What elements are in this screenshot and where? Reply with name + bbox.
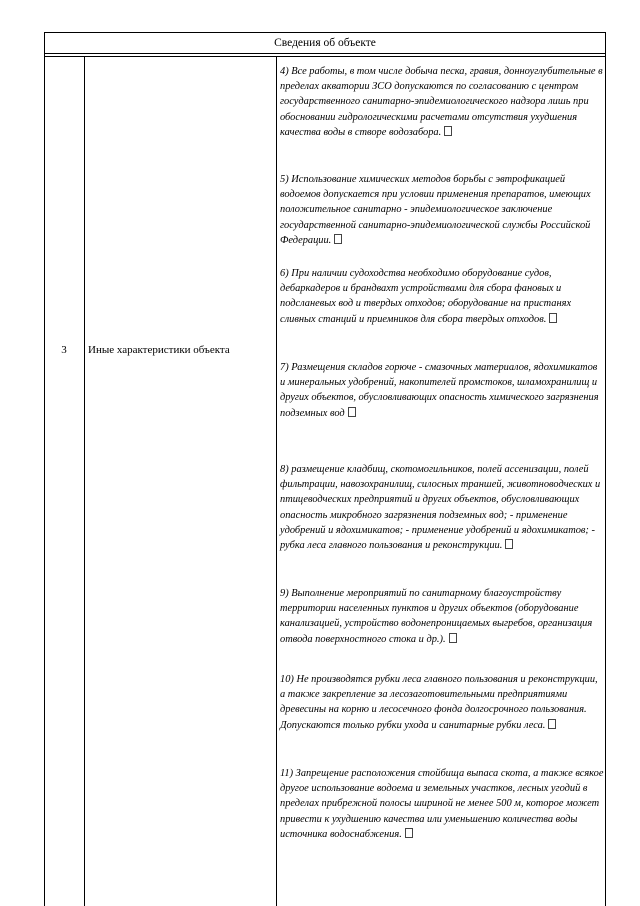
checkbox-icon bbox=[449, 633, 457, 643]
row-top-border bbox=[44, 56, 606, 57]
paragraph-9 bbox=[280, 586, 604, 647]
paragraph-4 bbox=[280, 64, 604, 140]
checkbox-icon bbox=[549, 313, 557, 323]
table-header: Сведения об объекте bbox=[274, 37, 376, 49]
checkbox-icon bbox=[505, 539, 513, 549]
paragraph-7 bbox=[280, 360, 604, 421]
paragraph-8 bbox=[280, 462, 604, 553]
paragraph-text: 8) размещение кладбищ, скотомогильников, полей ассенизации, полей фильтрации, навозохранилищ, силосных траншей, животноводческих и птицеводческих предприятий и других объектов, обусловливающих опасность микробного загрязнения подземных вод; - применение удобрений и ядохимикатов; - применение удобрений и ядохимикатов; - рубка леса главного пользования и реконструкции. bbox=[280, 464, 601, 552]
paragraph-text: 4) Все работы, в том числе добыча песка, гравия, донноуглубительные в пределах акватории ЗСО допускаются по согласованию с центром государственного санитарно-эпидемиологического надзора лишь при обосновании гидрологическими расчетами отсутствия ухудшения качества воды в створе водозабора. bbox=[280, 66, 603, 138]
checkbox-icon bbox=[548, 719, 556, 729]
paragraph-text: 9) Выполнение мероприятий по санитарному благоустройству территории населенных пунктов и других объектов (оборудование канализацией, устройство водонепроницаемых выгребов, организация отвода поверхностного стока и др.). bbox=[280, 588, 593, 645]
row-label: Иные характеристики объекта bbox=[88, 344, 230, 356]
col2-divider bbox=[276, 56, 277, 906]
paragraph-text: 10) Не производятся рубки леса главного пользования и реконструкции, а также закрепление за лесозаготовительными предприятиями древесины на корню и лесосечного фонда долгосрочного пользования. Допускаются только рубки ухода и санитарные рубки леса. bbox=[280, 674, 598, 731]
checkbox-icon bbox=[348, 407, 356, 417]
table-left-border bbox=[44, 32, 45, 906]
paragraph-text: 5) Использование химических методов борьбы с эвтрофикацией водоемов допускается при условии применения препаратов, имеющих положительное санитарно - эпидемиологическое заключение государственной санитарно-эпидемиологической службы Российской Федерации. bbox=[280, 174, 591, 246]
table-right-border bbox=[605, 32, 606, 906]
checkbox-icon bbox=[405, 828, 413, 838]
paragraph-text: 6) При наличии судоходства необходимо оборудование судов, дебаркадеров и брандвахт устройствами для сбора фановых и подсланевых вод и твердых отходов; оборудование на пристанях сливных станций и приемников для сбора твердых отходов. bbox=[280, 268, 572, 325]
table-top-border bbox=[44, 32, 606, 33]
checkbox-icon bbox=[444, 126, 452, 136]
paragraph-11 bbox=[280, 766, 604, 842]
paragraph-text: 7) Размещения складов горюче - смазочных материалов, ядохимикатов и минеральных удобрений, накопителей промстоков, шламохранилищ и других объектов, обусловливающих опасность химического загрязнения подземных вод bbox=[280, 362, 599, 419]
col1-divider bbox=[84, 56, 85, 906]
paragraph-5 bbox=[280, 172, 604, 248]
paragraph-text: 11) Запрещение расположения стойбища выпаса скота, а также всякое другое использование водоема и земельных участков, лесных угодий в пределах прибрежной полосы шириной не менее 500 м, которое может привести к ухудшению качества или уменьшению количества воды источника водоснабжения. bbox=[280, 768, 604, 840]
header-bottom-border bbox=[44, 53, 606, 54]
paragraph-6 bbox=[280, 266, 604, 327]
checkbox-icon bbox=[334, 234, 342, 244]
row-number: 3 bbox=[61, 344, 67, 356]
paragraph-10 bbox=[280, 672, 604, 733]
